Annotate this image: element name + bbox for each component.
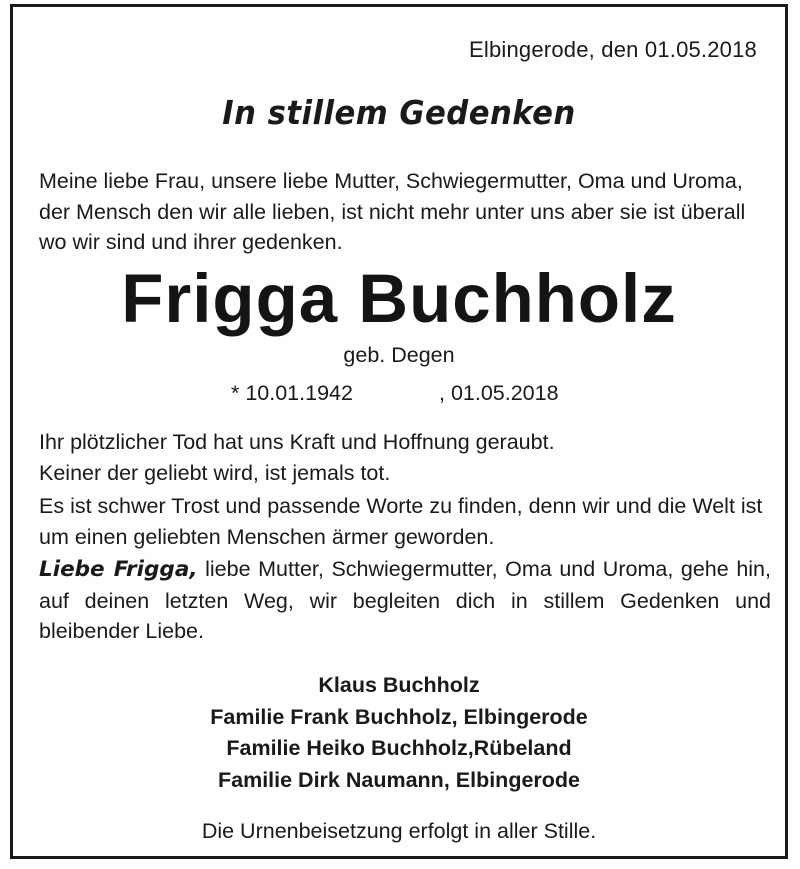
notice-heading: In stillem Gedenken: [222, 93, 576, 132]
intro-paragraph: Meine liebe Frau, unsere liebe Mutter, Schwiegermutter, Oma und Uroma, der Mensch den wir alle lieben, ist nicht mehr unter uns aber sie ist überall wo wir sind und ihrer gedenken.: [39, 169, 746, 254]
memorial-text-3: [39, 554, 771, 647]
memorial-text-3-rest: liebe Mutter, Schwiegermutter, Oma und Uroma, gehe hin, auf deinen letzten Weg, wir begleiten dich in stillem Gedenken und bleibender Liebe.: [39, 557, 771, 643]
place-date: Elbingerode, den 01.05.2018: [469, 37, 757, 62]
memorial-text-1: [39, 427, 771, 488]
mourner: Familie Dirk Naumann, Elbingerode: [218, 767, 580, 792]
deceased-name: Frigga Buchholz: [121, 260, 677, 337]
death-date: , 01.05.2018: [439, 381, 559, 405]
memorial-text-1-line-2: Keiner der geliebt wird, ist jemals tot.: [39, 460, 391, 485]
memorial-text-1-line-1: Ihr plötzlicher Tod hat uns Kraft und Hoffnung geraubt.: [39, 430, 555, 454]
obituary-notice: [10, 4, 788, 859]
mourner: Familie Frank Buchholz, Elbingerode: [210, 704, 588, 729]
birth-date: * 10.01.1942: [231, 381, 353, 405]
mourners-list: [13, 670, 785, 796]
mourner: Klaus Buchholz: [318, 673, 480, 697]
mourner: Familie Heiko Buchholz,Rübeland: [226, 736, 572, 760]
maiden-name: geb. Degen: [343, 343, 455, 367]
burial-note: Die Urnenbeisetzung erfolgt in aller Stille.: [201, 819, 597, 843]
memorial-text-2: Es ist schwer Trost und passende Worte zu finden, denn wir und die Welt ist um einen geliebten Menschen ärmer geworden.: [39, 494, 763, 549]
memorial-text-3-lead: Liebe Frigga,: [39, 557, 198, 582]
